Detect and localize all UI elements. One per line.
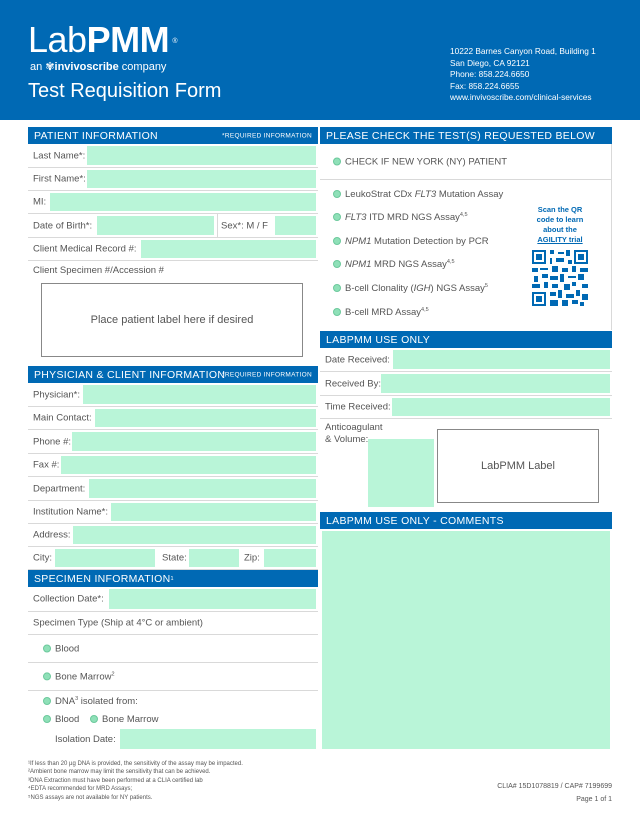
qr-caption-line: about the (543, 225, 577, 234)
qr-code-icon[interactable] (532, 250, 588, 306)
zip-label: Zip: (244, 552, 260, 564)
qr-caption-line: Scan the QR (537, 205, 583, 214)
first-name-field[interactable] (87, 170, 316, 188)
footnote-ref: 1 (170, 575, 174, 582)
logo-sub-brand: invivoscribe (54, 61, 119, 73)
border (611, 144, 612, 330)
received-by-label: Received By: (325, 378, 381, 389)
section-title: LABPMM USE ONLY - COMMENTS (326, 514, 504, 527)
dna-label: DNA (55, 696, 76, 708)
test-bcell-mrd[interactable] (333, 307, 429, 318)
specimen-number-label: Client Specimen #/Accession # (33, 265, 164, 276)
gene-name: NPM1 (345, 236, 372, 247)
last-name-field[interactable] (87, 146, 316, 165)
radio-icon[interactable] (43, 697, 51, 705)
specimen-type-label: Specimen Type (Ship at 4°C or ambient) (33, 617, 203, 629)
test-text: ) NGS Assay (430, 283, 485, 295)
dob-field[interactable] (97, 216, 214, 235)
address-label: Address: (33, 529, 71, 541)
institution-field[interactable] (111, 503, 316, 521)
footnote-ref: 5 (484, 283, 488, 289)
time-received-field[interactable] (392, 398, 610, 416)
gene-name: FLT3 (345, 212, 367, 224)
section-title: SPECIMEN INFORMATION (34, 572, 171, 585)
test-text: B-cell MRD Assay (345, 307, 422, 319)
dna-row (28, 691, 318, 751)
contact-row (28, 407, 318, 430)
marrow-option[interactable] (43, 671, 115, 682)
department-field[interactable] (89, 479, 316, 498)
ny-label: CHECK IF NEW YORK (NY) PATIENT (345, 156, 508, 167)
radio-icon[interactable] (333, 157, 341, 165)
physician-info-heading (28, 366, 318, 383)
anticoagulant-field[interactable] (368, 439, 434, 507)
radio-icon[interactable] (333, 237, 341, 245)
radio-icon[interactable] (43, 672, 51, 680)
patient-label-box[interactable] (41, 283, 303, 357)
patient-info-heading (28, 127, 318, 144)
date-received-field[interactable] (393, 350, 610, 369)
test-text: Mutation Detection by PCR (374, 236, 489, 247)
radio-icon[interactable] (333, 260, 341, 268)
test-text: ITD MRD NGS Assay (369, 212, 460, 224)
isolation-date-field[interactable] (120, 729, 316, 749)
dna-blood-option[interactable] (43, 714, 79, 725)
received-by-row (320, 372, 612, 396)
physician-label: Physician*: (33, 389, 80, 400)
logo-lab-text: Lab (28, 19, 87, 60)
dna-post-label: isolated from: (80, 696, 138, 708)
city-label: City: (33, 552, 52, 564)
footnote-ref: 4,5 (459, 212, 468, 218)
anticoagulant-label-line: & Volume: (325, 434, 369, 445)
test-text: Mutation Assay (438, 189, 504, 200)
footnote: ⁴EDTA recommended for MRD Assays; (28, 786, 133, 793)
received-by-field[interactable] (381, 374, 610, 393)
footnote: ¹If less than 20 µg DNA is provided, the sensitivity of the assay may be impacted. (28, 761, 243, 767)
labpmm-label-box[interactable] (437, 429, 599, 503)
page-header (0, 0, 640, 120)
test-bcell-clonality[interactable] (333, 283, 488, 294)
required-note: *REQUIRED INFORMATION (222, 371, 312, 378)
lab-address (450, 46, 596, 104)
logo-trademark: ® (172, 38, 178, 45)
section-title: PHYSICIAN & CLIENT INFORMATION (34, 368, 226, 381)
last-name-row (28, 144, 318, 168)
sex-label: Sex*: M / F (221, 220, 268, 231)
divider (217, 214, 218, 238)
section-title: LABPMM USE ONLY (326, 333, 431, 346)
address-line: San Diego, CA 92121 (450, 57, 530, 68)
footnote-ref: 4,5 (421, 307, 429, 313)
time-received-row (320, 396, 612, 419)
first-name-label: First Name*: (33, 173, 86, 185)
required-note: *REQUIRED INFORMATION (222, 132, 312, 139)
gene-name: NPM1 (345, 259, 372, 271)
specimen-type-row (28, 612, 318, 635)
mrn-row (28, 238, 318, 261)
blood-row (28, 635, 318, 663)
test-text: B-cell Clonality ( (345, 283, 414, 295)
dna-option[interactable] (43, 696, 138, 707)
website-line[interactable]: www.invivoscribe.com/clinical-services (450, 92, 592, 102)
collection-date-field[interactable] (109, 589, 316, 609)
phone-label: Phone #: (33, 436, 72, 447)
radio-icon[interactable] (333, 308, 341, 316)
mi-row (28, 191, 318, 214)
labpmm-logo (28, 19, 178, 60)
footnote: ³DNA Extraction must have been performed at a CLIA certified lab (28, 777, 203, 784)
radio-icon[interactable] (333, 190, 341, 198)
comments-heading (320, 512, 612, 529)
radio-icon[interactable] (333, 284, 341, 292)
specimen-info-heading (28, 570, 318, 587)
first-name-row (28, 168, 318, 191)
gene-name: IGH (413, 283, 431, 295)
test-npm1-pcr[interactable] (333, 236, 489, 247)
physician-row (28, 383, 318, 407)
physician-field[interactable] (83, 385, 316, 404)
blood-label: Blood (55, 643, 80, 654)
clia-number: CLIA# 15D1078819 / CAP# 7199699 (497, 783, 612, 790)
zip-field[interactable] (264, 549, 316, 567)
department-row (28, 477, 318, 501)
logo-sub-pre: an (30, 61, 43, 73)
mrn-field[interactable] (141, 240, 316, 258)
ny-row (320, 144, 612, 180)
phone-row (28, 430, 318, 454)
fax-row (28, 454, 318, 477)
address-line: 10222 Barnes Canyon Road, Building 1 (450, 46, 596, 56)
patient-label-text: Place patient label here if desired (90, 314, 254, 326)
logo-sub-post: company (121, 61, 167, 73)
phone-line: Phone: 858.224.6650 (450, 69, 530, 79)
footnote-ref: 3 (75, 696, 79, 702)
phone-field[interactable] (72, 432, 316, 451)
isolation-date-label: Isolation Date: (55, 734, 116, 745)
mi-label: MI: (33, 196, 47, 208)
marrow-label: Bone Marrow (55, 671, 112, 683)
test-text: MRD NGS Assay (374, 259, 447, 271)
dna-marrow-option[interactable] (90, 714, 159, 725)
time-received-label: Time Received: (325, 401, 391, 413)
collection-date-row (28, 587, 318, 612)
radio-icon[interactable] (333, 213, 341, 221)
logo-pmm-text: PMM (86, 19, 170, 60)
dna-marrow-label: Bone Marrow (102, 714, 159, 725)
marrow-row (28, 663, 318, 691)
page-title: Test Requisition Form (28, 80, 222, 102)
date-received-row (320, 348, 612, 372)
sex-field[interactable] (275, 216, 316, 235)
department-label: Department: (33, 483, 86, 494)
address-row (28, 524, 318, 547)
city-state-zip-row (28, 547, 318, 570)
footnote: ²Ambient bone marrow may limit the sensitivity that can be achieved. (28, 769, 211, 776)
footnotes (28, 760, 243, 802)
page-number: Page 1 of 1 (576, 796, 612, 803)
qr-caption (528, 205, 592, 245)
fax-line: Fax: 858.224.6655 (450, 80, 520, 91)
state-label: State: (162, 552, 187, 564)
labpmm-label-text: LabPMM Label (481, 460, 555, 472)
radio-icon[interactable] (43, 715, 51, 723)
test-leukostrat-flt3[interactable] (333, 189, 503, 200)
test-npm1-mrd[interactable] (333, 259, 455, 270)
test-text: LeukoStrat CDx (345, 189, 413, 200)
radio-icon[interactable] (90, 715, 98, 723)
dob-row (28, 214, 318, 238)
qr-caption-line[interactable]: AGILITY trial (537, 235, 583, 244)
fax-label: Fax #: (33, 459, 60, 471)
footnote: ⁵NGS assays are not available for NY patients. (28, 794, 153, 801)
radio-icon[interactable] (43, 644, 51, 652)
invivoscribe-icon: ✾ (45, 61, 55, 73)
gene-name: FLT3 (414, 189, 437, 200)
tests-heading (320, 127, 612, 144)
anticoagulant-label-line: Anticoagulant (325, 422, 383, 433)
footnote-ref: 4,5 (446, 259, 455, 265)
mrn-label: Client Medical Record #: (33, 243, 137, 255)
dna-blood-label: Blood (55, 714, 80, 725)
blood-option[interactable] (43, 643, 79, 654)
contact-label: Main Contact: (33, 412, 92, 424)
logo-subtitle (30, 60, 166, 73)
institution-row (28, 501, 318, 524)
institution-label: Institution Name*: (33, 506, 108, 518)
qr-caption-line: code to learn (536, 215, 584, 224)
section-title: PLEASE CHECK THE TEST(S) REQUESTED BELOW (326, 129, 595, 142)
comments-field[interactable] (322, 531, 610, 749)
section-title: PATIENT INFORMATION (34, 129, 158, 142)
address-field[interactable] (73, 526, 316, 544)
fax-field[interactable] (61, 456, 316, 474)
mi-field[interactable] (50, 193, 316, 211)
ny-option[interactable] (333, 156, 507, 167)
dob-label: Date of Birth*: (33, 220, 93, 231)
state-field[interactable] (189, 549, 239, 567)
contact-field[interactable] (95, 409, 316, 427)
last-name-label: Last Name*: (33, 150, 86, 161)
city-field[interactable] (55, 549, 155, 567)
labuse-heading (320, 331, 612, 348)
date-received-label: Date Received: (325, 354, 390, 365)
footnote-ref: 2 (111, 670, 115, 677)
collection-date-label: Collection Date*: (33, 593, 104, 605)
test-flt3-itd-mrd[interactable] (333, 212, 468, 223)
